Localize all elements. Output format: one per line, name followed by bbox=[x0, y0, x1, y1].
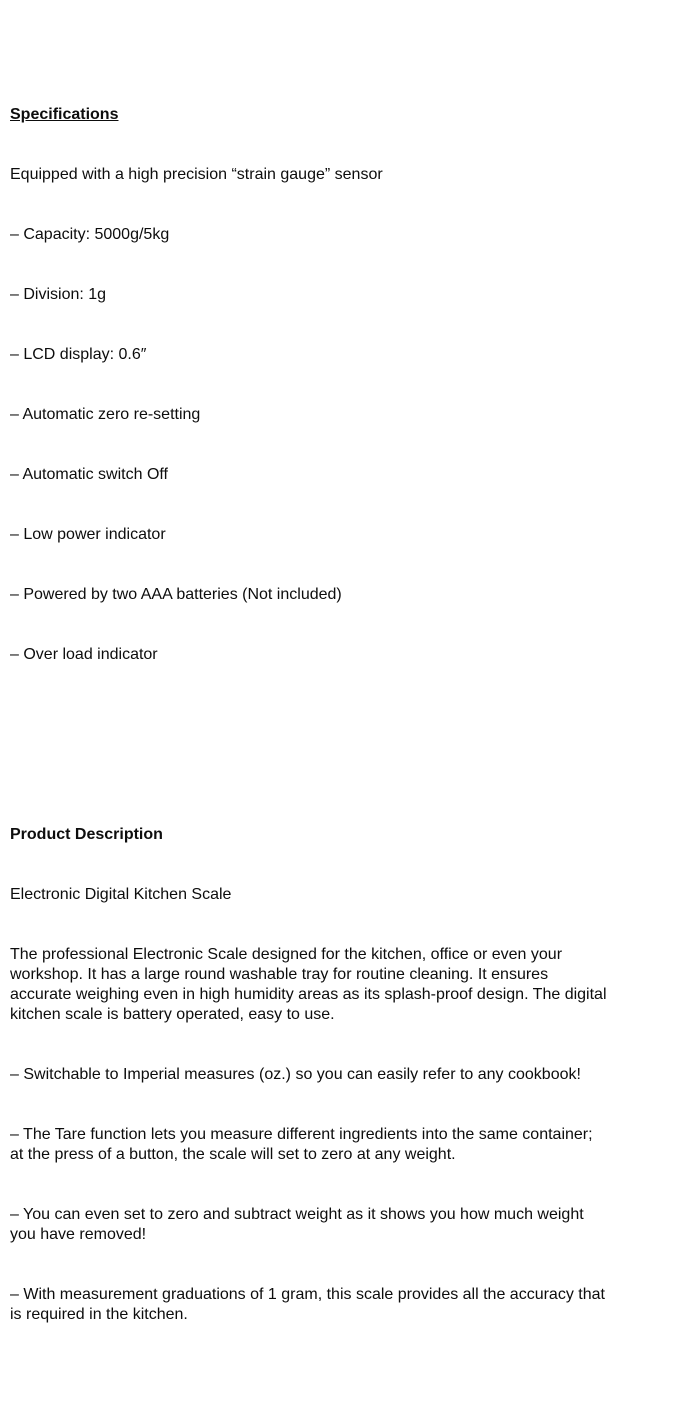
feature-gram-graduations: – With measurement graduations of 1 gram, this scale provides all the accuracy that is required in the kitchen. bbox=[10, 1286, 605, 1323]
product-title: Electronic Digital Kitchen Scale bbox=[10, 886, 232, 903]
spec-item-lcd-display: – LCD display: 0.6″ bbox=[10, 346, 147, 363]
spec-item-low-power-indicator: – Low power indicator bbox=[10, 526, 166, 543]
specifications-section bbox=[10, 65, 683, 705]
spec-item-auto-switch-off: – Automatic switch Off bbox=[10, 466, 168, 483]
spec-item-division: – Division: 1g bbox=[10, 286, 107, 303]
spec-item-overload-indicator: – Over load indicator bbox=[10, 646, 158, 663]
product-description-body: The professional Electronic Scale designed for the kitchen, office or even your workshop. It has a large round washable tray for routine cleaning. It ensures accurate weighing even in high humidity areas as its splash-proof design. The digital kitchen scale is battery operated, easy to use. bbox=[10, 946, 607, 1023]
feature-tare-function: – The Tare function lets you measure different ingredients into the same container; at the press of a button, the scale will set to zero at any weight. bbox=[10, 1126, 593, 1163]
specifications-intro: Equipped with a high precision “strain gauge” sensor bbox=[10, 166, 383, 183]
specifications-heading: Specifications bbox=[10, 106, 119, 123]
product-description-heading: Product Description bbox=[10, 826, 163, 843]
spec-item-capacity: – Capacity: 5000g/5kg bbox=[10, 226, 170, 243]
spec-item-auto-zero-resetting: – Automatic zero re-setting bbox=[10, 406, 201, 423]
spec-item-batteries: – Powered by two AAA batteries (Not included) bbox=[10, 586, 342, 603]
product-description-section bbox=[10, 785, 683, 1365]
feature-imperial-measures: – Switchable to Imperial measures (oz.) so you can easily refer to any cookbook! bbox=[10, 1066, 581, 1083]
feature-zero-subtract: – You can even set to zero and subtract weight as it shows you how much weight you have removed! bbox=[10, 1206, 584, 1243]
